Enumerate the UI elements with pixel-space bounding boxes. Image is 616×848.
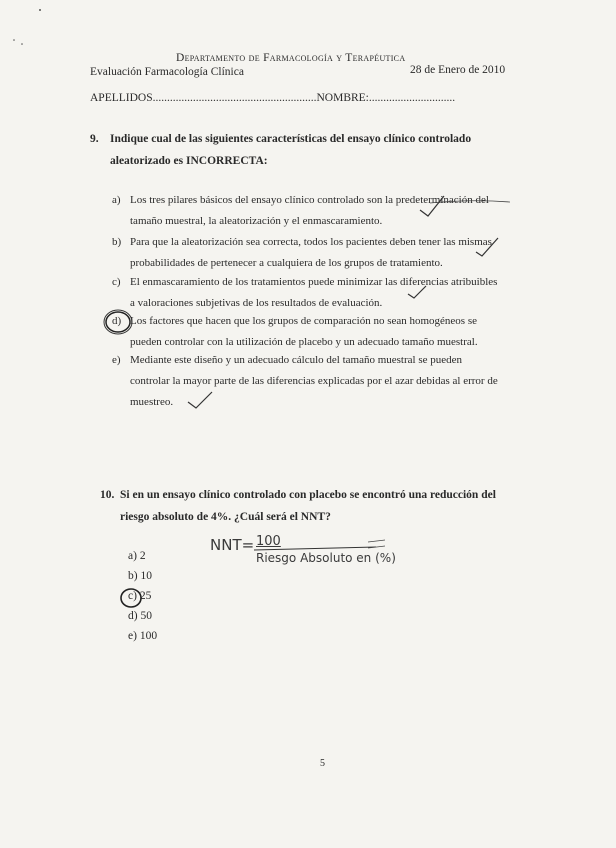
page-number: 5: [320, 758, 325, 769]
speck-mark: [39, 9, 41, 11]
checkmark-icon: [476, 238, 498, 256]
question-number: 9.: [90, 133, 99, 145]
circled-answer-icon: [104, 310, 132, 334]
option-10b: b) 10: [128, 570, 152, 582]
option-text-line: probabilidades de pertenecer a cualquiera de los grupos de tratamiento.: [130, 257, 443, 269]
speck-mark: [21, 43, 23, 45]
department-header: Departamento de Farmacología y Terapéutica: [176, 52, 406, 64]
course-title: Evaluación Farmacología Clínica: [90, 66, 244, 78]
option-10d: d) 50: [128, 610, 152, 622]
exam-date: 28 de Enero de 2010: [410, 64, 506, 76]
option-text-line: El enmascaramiento de los tratamientos puede minimizar las diferencias atribuibles: [130, 276, 498, 288]
option-letter: e): [112, 354, 121, 366]
option-letter: d): [112, 315, 122, 327]
handwritten-denominator: Riesgo Absoluto en (%): [256, 551, 396, 565]
handwritten-numerator: 100: [256, 534, 281, 549]
fraction-bar: [254, 547, 376, 550]
checkmark-icon: [408, 286, 426, 298]
option-text-line: tamaño muestral, la aleatorización y el enmascaramiento.: [130, 215, 383, 227]
question-number: 10.: [100, 489, 115, 501]
option-text-line: controlar la mayor parte de las diferencias explicadas por el azar debidas al error de: [130, 375, 498, 387]
option-text-line: muestreo.: [130, 396, 174, 408]
option-10c: c) 25: [128, 590, 152, 602]
option-text-line: pueden controlar con la utilización de placebo y un adecuado tamaño muestral.: [130, 336, 478, 348]
option-letter: a): [112, 194, 121, 206]
option-text-line: Mediante este diseño y un adecuado cálculo del tamaño muestral se pueden: [130, 354, 463, 366]
checkmark-icon: [188, 392, 212, 408]
pen-underline: [430, 201, 510, 203]
option-text-line: Los factores que hacen que los grupos de comparación no sean homogéneos se: [130, 315, 477, 327]
option-10e: e) 100: [128, 630, 158, 642]
question-text-line: Indique cual de las siguientes características del ensayo clínico controlado: [110, 133, 472, 145]
handwritten-nnt-label: NNT=: [210, 536, 255, 554]
question-text-line: riesgo absoluto de 4%. ¿Cuál será el NNT?: [120, 511, 331, 523]
circled-answer-icon: [121, 589, 141, 607]
circled-answer-icon: [106, 312, 130, 332]
question-text-line: Si en un ensayo clínico controlado con placebo se encontró una reducción del: [120, 489, 496, 501]
speck-mark: [13, 39, 15, 41]
option-letter: c): [112, 276, 121, 288]
checkmark-icon: [420, 196, 444, 216]
option-letter: b): [112, 236, 122, 248]
student-name-line: APELLIDOS.........................................................NOMBRE:..............................: [90, 92, 456, 104]
question-text-line: aleatorizado es INCORRECTA:: [110, 155, 268, 167]
option-text-line: Los tres pilares básicos del ensayo clínico controlado son la predeterminación del: [130, 194, 489, 206]
option-10a: a) 2: [128, 550, 146, 562]
option-text-line: a valoraciones subjetivas de los resultados de evaluación.: [130, 297, 383, 309]
option-text-line: Para que la aleatorización sea correcta, todos los pacientes deben tener las mismas: [130, 236, 492, 248]
